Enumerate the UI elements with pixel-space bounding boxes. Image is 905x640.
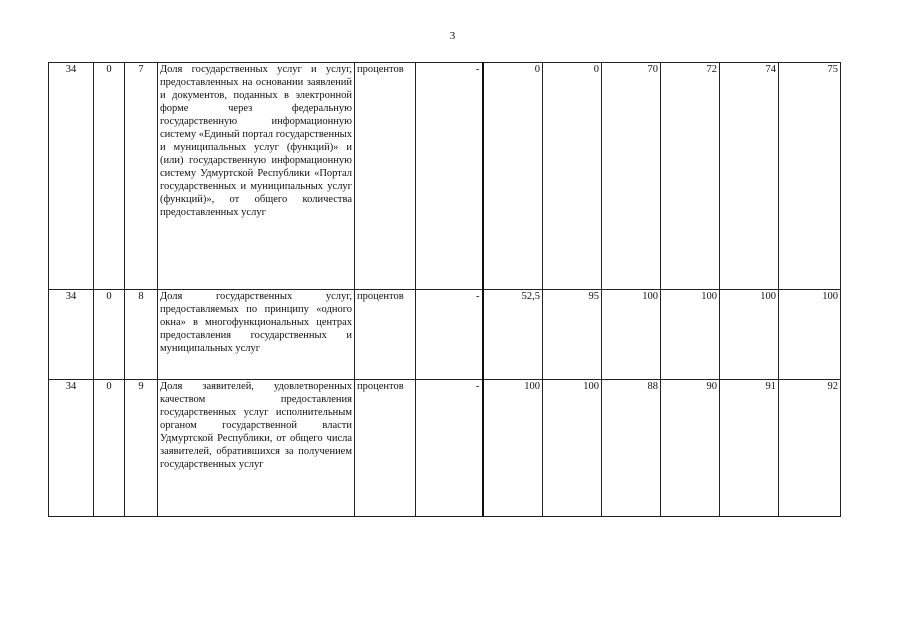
value-cell: 100 xyxy=(543,380,602,517)
value-cell: 74 xyxy=(720,63,779,290)
value-cell: 100 xyxy=(779,290,841,380)
code-cell: 7 xyxy=(125,63,158,290)
value-cell: - xyxy=(416,63,483,290)
value-cell: - xyxy=(416,380,483,517)
unit-cell: процентов xyxy=(355,290,416,380)
code-cell: 34 xyxy=(49,63,94,290)
value-cell: 0 xyxy=(483,63,543,290)
code-cell: 34 xyxy=(49,380,94,517)
value-cell: 92 xyxy=(779,380,841,517)
value-cell: 70 xyxy=(602,63,661,290)
unit-cell: процентов xyxy=(355,63,416,290)
value-cell: 75 xyxy=(779,63,841,290)
unit-cell: процентов xyxy=(355,380,416,517)
code-cell: 0 xyxy=(94,380,125,517)
indicator-description: Доля государственных услуг и услуг, предоставленных на основании заявлений и документов, поданных в электронной форме через федеральную государственную информационную систему «Единый портал государственных и муниципальных услуг (функций)» и (или) государственную информационную систему Удмуртской Республики «Портал государственных и муниципальных услуг (функций)», от общего количества предоставленных услуг xyxy=(158,63,355,290)
code-cell: 0 xyxy=(94,63,125,290)
table-row xyxy=(49,63,841,290)
value-cell: 91 xyxy=(720,380,779,517)
code-cell: 9 xyxy=(125,380,158,517)
code-cell: 8 xyxy=(125,290,158,380)
value-cell: 95 xyxy=(543,290,602,380)
code-cell: 0 xyxy=(94,290,125,380)
table-row xyxy=(49,290,841,380)
code-cell: 34 xyxy=(49,290,94,380)
value-cell: 72 xyxy=(661,63,720,290)
value-cell: - xyxy=(416,290,483,380)
value-cell: 52,5 xyxy=(483,290,543,380)
value-cell: 100 xyxy=(720,290,779,380)
indicator-description: Доля государственных услуг, предоставляемых по принципу «одного окна» в многофункциональных центрах предоставления государственных и муниципальных услуг xyxy=(158,290,355,380)
indicator-table xyxy=(48,62,841,517)
table-row xyxy=(49,380,841,517)
value-cell: 88 xyxy=(602,380,661,517)
value-cell: 0 xyxy=(543,63,602,290)
value-cell: 90 xyxy=(661,380,720,517)
page-number: 3 xyxy=(449,30,456,42)
value-cell: 100 xyxy=(483,380,543,517)
value-cell: 100 xyxy=(602,290,661,380)
indicator-description: Доля заявителей, удовлетворенных качеством предоставления государственных услуг исполнительным органом государственной власти Удмуртской Республики, от общего числа заявителей, обратившихся за получением государственных услуг xyxy=(158,380,355,517)
value-cell: 100 xyxy=(661,290,720,380)
